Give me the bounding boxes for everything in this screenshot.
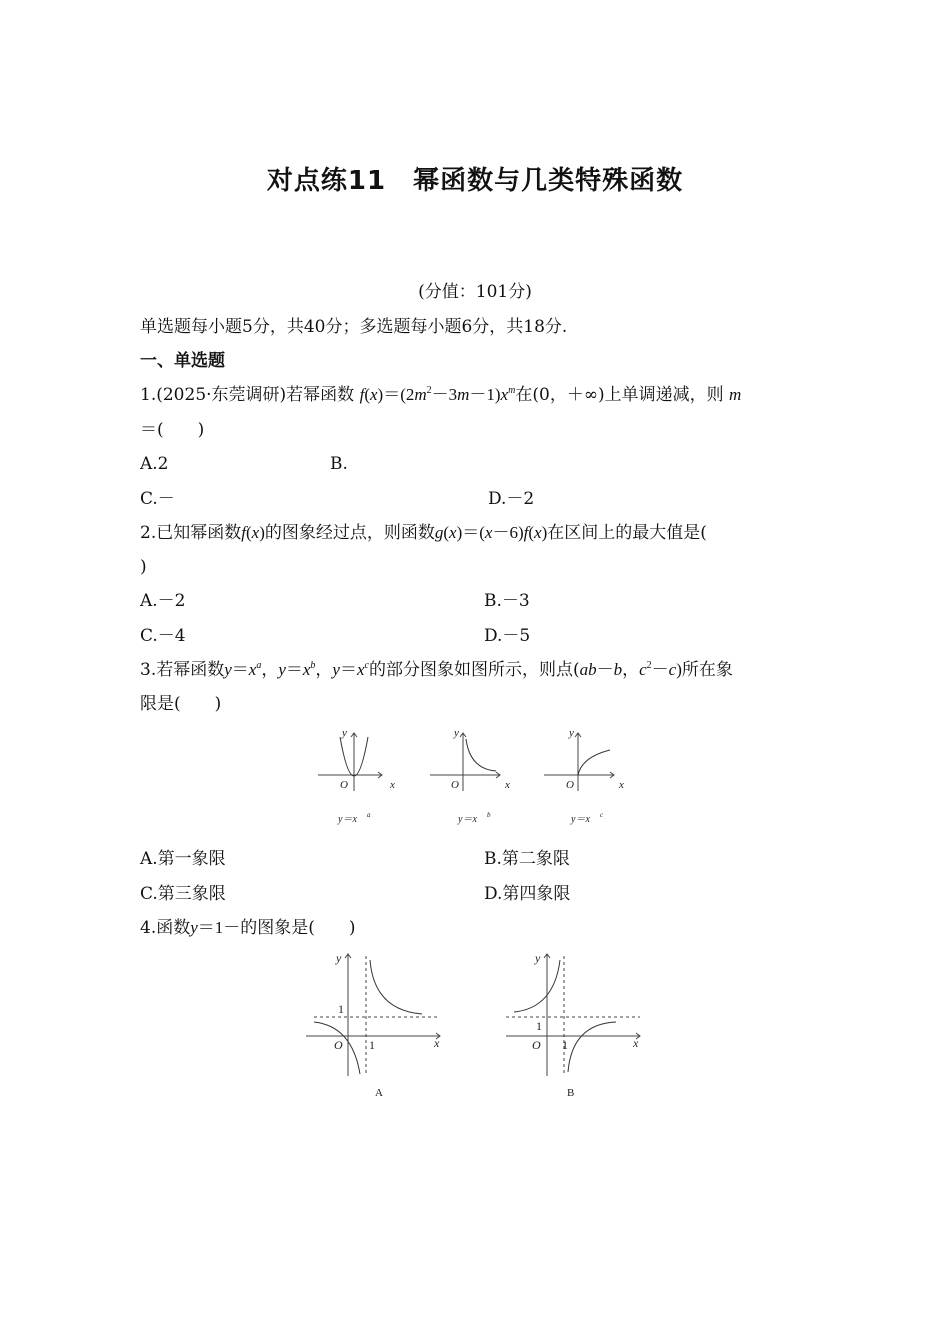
q3-g1-y-label: y (342, 727, 347, 739)
q2-option-a: A.－2 (140, 591, 186, 611)
q3-g2-origin: O (451, 779, 459, 791)
q3-curve-b (466, 739, 496, 771)
q3-g2-y-label: y (454, 727, 459, 739)
q1-option-b: B. (330, 454, 348, 474)
q4-figure (300, 950, 650, 1105)
q4-gB-one-y: 1 (536, 1019, 542, 1033)
q4-gA-origin: O (334, 1038, 343, 1052)
q3-g3-x-label: x (619, 779, 624, 791)
page-title: 对点练11 幂函数与几类特殊函数 (266, 166, 684, 196)
q4-caption-a: A (375, 1087, 383, 1099)
section-heading: 一、单选题 (140, 351, 225, 371)
q2-option-d: D.－5 (484, 626, 531, 646)
q4-gB-origin: O (532, 1038, 541, 1052)
q3-g1-x-label: x (390, 779, 395, 791)
q4-gB-left-branch (514, 960, 560, 1012)
q1-option-c: C.－ (140, 489, 175, 509)
question-3-stem: 3.若幂函数$y=x^a$，$y=x^b$，$y=x^c$的部分图象如图所示，则点(ab－b，$c^2-c$)所在象 (140, 660, 733, 680)
q3-caption-b: y＝x (458, 814, 477, 825)
q4-gA-x-label: x (434, 1036, 440, 1050)
q3-g3-y-label: y (569, 727, 574, 739)
q3-caption-a-exp: a (367, 811, 371, 819)
q3-g3-origin: O (566, 779, 574, 791)
q4-gA-y-label: y (336, 951, 342, 965)
q3-curve-c (578, 750, 610, 775)
q4-gB-one-x: 1 (562, 1038, 568, 1052)
q3-option-c: C.第三象限 (140, 884, 226, 904)
q4-gB-y-label: y (535, 951, 541, 965)
question-2-line2: ) (140, 557, 147, 577)
q3-option-b: B.第二象限 (484, 849, 570, 869)
q3-caption-c-exp: c (600, 811, 604, 819)
q1-option-d: D.－2 (488, 489, 535, 509)
question-3-line2: 限是( ) (140, 694, 222, 714)
score-info: (分值：101分) (418, 282, 532, 302)
q4-gA-right-branch (370, 960, 422, 1014)
q3-option-a: A.第一象限 (140, 849, 226, 869)
question-4-stem: 4.函数y＝1－的图象是( ) (140, 918, 356, 938)
q4-caption-b: B (567, 1087, 575, 1099)
q3-caption-b-exp: b (487, 811, 491, 819)
q2-option-b: B.－3 (484, 591, 530, 611)
q3-g1-origin: O (340, 779, 348, 791)
q2-option-c: C.－4 (140, 626, 186, 646)
question-1-stem: 1.(2025·东莞调研)若幂函数 $f(x)=(2m^2-3m-1)x^m$在(0，＋∞)上单调递减，则 m (140, 385, 742, 405)
question-2-stem: 2.已知幂函数f(x)的图象经过点，则函数g(x)＝(x－6)f(x)在区间上的最大值是( (140, 523, 707, 543)
q3-figure (310, 725, 640, 835)
q4-gA-one-y: 1 (338, 1002, 344, 1016)
q3-option-d: D.第四象限 (484, 884, 571, 904)
question-1-line2: ＝( ) (140, 420, 205, 440)
instructions: 单选题每小题5分，共40分；多选题每小题6分，共18分. (140, 317, 568, 337)
q1-option-a: A.2 (140, 454, 169, 474)
q4-gB-right-branch (568, 1022, 616, 1072)
q3-g2-x-label: x (505, 779, 510, 791)
q4-gA-one-x: 1 (369, 1038, 375, 1052)
q3-caption-a: y＝x (338, 814, 357, 825)
q3-caption-c: y＝x (571, 814, 590, 825)
q4-gB-x-label: x (633, 1036, 639, 1050)
